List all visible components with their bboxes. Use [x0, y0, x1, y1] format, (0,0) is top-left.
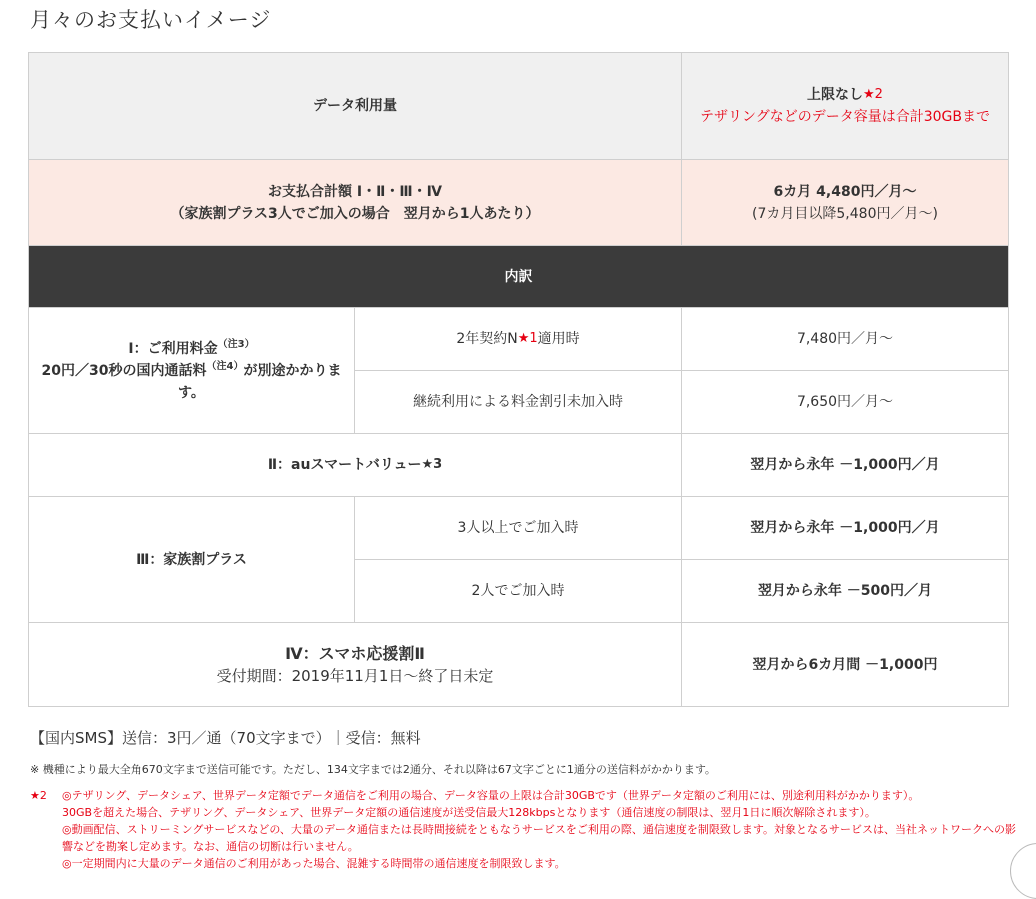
plan-name: 上限なし [807, 87, 864, 103]
table-row [29, 308, 1009, 371]
contract-suffix: 適用時 [537, 331, 580, 347]
star3-mark[interactable]: ★3 [421, 457, 443, 472]
star2-note-line: 30GBを超えた場合、テザリング、データシェア、世界データ定額の通信速度が送受信最大128kbpsとなります（通信速度の制限は、翌月1日に順次解除されます）。 [62, 806, 876, 819]
total-label-cell [29, 160, 682, 246]
table-row [29, 53, 1009, 160]
star2-note-mark: ★2 [30, 789, 47, 802]
total-price-cell [682, 160, 1009, 246]
no-discount-condition: 継続利用による料金割引未加入時 [355, 371, 682, 434]
star2-note-line: ◎テザリング、データシェア、世界データ定額でデータ通信をご利用の場合、データ容量の上限は合計30GBです（世界データ定額のご利用には、別途利用料がかかります）。 [62, 789, 920, 802]
table-row [29, 160, 1009, 246]
table-row [29, 246, 1009, 308]
page-title: 月々のお支払いイメージ [30, 8, 272, 32]
payment-table [28, 52, 1009, 707]
plan-note: テザリングなどのデータ容量は合計30GBまで [700, 109, 990, 125]
sms-info: 【国内SMS】送信：3円／通（70文字まで）｜受信：無料 [30, 729, 421, 747]
total-label-line1: お支払合計額 Ⅰ・Ⅱ・Ⅲ・Ⅳ [268, 183, 442, 200]
table-row [29, 497, 1009, 560]
data-usage-header: データ利用量 [29, 53, 682, 160]
family-discount-label: Ⅲ：家族割プラス [29, 497, 355, 623]
family-discount-2: 翌月から永年 －500円／月 [682, 560, 1009, 623]
usage-price-2: 7,650円／月〜 [682, 371, 1009, 434]
table-row [29, 434, 1009, 497]
smart-value-title: Ⅱ：auスマートバリュー [267, 457, 422, 473]
smart-value-discount: 翌月から永年 －1,000円／月 [682, 434, 1009, 497]
usage-price-1: 7,480円／月〜 [682, 308, 1009, 371]
note4-ref[interactable]: （注4） [206, 360, 244, 372]
star1-mark[interactable]: ★1 [517, 331, 538, 346]
plan-header-cell [682, 53, 1009, 160]
total-label-line2: （家族割プラス3人でご加入の場合 翌月から1人あたり） [170, 205, 540, 222]
support-period: 受付期間：2019年11月1日〜終了日未定 [216, 666, 494, 685]
total-price: 6カ月 4,480円／月〜 [773, 183, 917, 200]
star2-note-line: ◎一定期間内に大量のデータ通信のご利用があった場合、混雑する時間帯の通信速度を制限致します。 [62, 857, 566, 870]
family-condition-1: 3人以上でご加入時 [355, 497, 682, 560]
usage-fee-label [29, 308, 355, 434]
total-price-note: (7カ月目以降5,480円／月〜) [752, 205, 938, 222]
star2-note-line: ◎動画配信、ストリーミングサービスなどの、大量のデータ通信または長時間接続をともなうサービスをご利用の際、通信速度を制限致します。対象となるサービスは、当社ネットワークへの影響などを勘案し定めます。なお、通信の切断は行いません。 [62, 823, 1017, 853]
family-condition-2: 2人でご加入時 [355, 560, 682, 623]
note3-ref[interactable]: （注3） [217, 338, 255, 350]
breakdown-header: 内訳 [29, 246, 1009, 308]
star2-mark[interactable]: ★2 [863, 87, 883, 102]
contract-condition [355, 308, 682, 371]
sms-note: ※ 機種により最大全角670文字まで送信可能です。ただし、134文字までは2通分、それ以降は67文字ごとに1通分の送信料がかかります。 [30, 763, 716, 776]
usage-fee-title: Ⅰ：ご利用料金 [128, 340, 218, 357]
support-discount: 翌月から6カ月間 －1,000円 [682, 623, 1009, 707]
support-discount-label [29, 623, 682, 707]
star2-notes [30, 787, 1020, 872]
family-discount-1: 翌月から永年 －1,000円／月 [682, 497, 1009, 560]
table-row [29, 623, 1009, 707]
call-fee-text-tail: が別途かかります。 [178, 362, 342, 401]
contract-name: 2年契約N [456, 331, 518, 347]
smart-value-label [29, 434, 682, 497]
support-title: Ⅳ：スマホ応援割Ⅱ [285, 643, 425, 663]
call-fee-text: 20円／30秒の国内通話料 [41, 362, 207, 379]
